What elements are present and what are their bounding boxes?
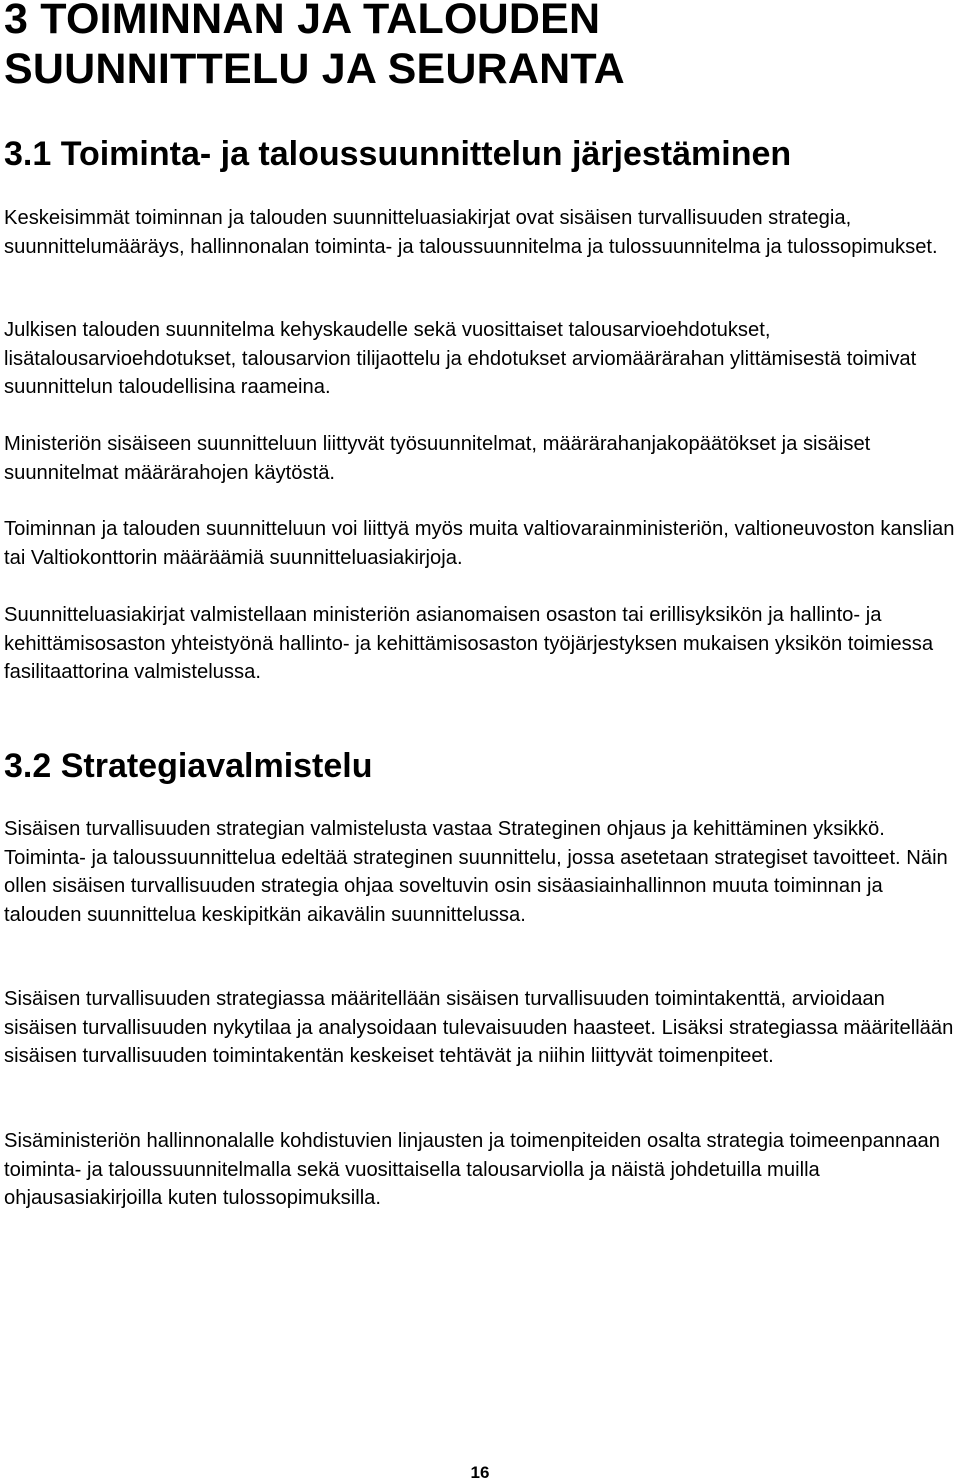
paragraph-1-2: Julkisen talouden suunnitelma kehyskaudelle sekä vuosittaiset talousarvioehdotukset, lisätalousarvioehdotukset, talousarvion tilijaottelu ja ehdotukset arviomäärärahan ylittämisestä toimivat suunnittelun taloudellisina raameina. [4,319,917,398]
paragraph-1-3: Ministeriön sisäiseen suunnitteluun liittyvät työsuunnitelmat, määrärahanjakopäätökset ja sisäiset suunnitelmat määrärahojen käytöstä. [4,433,871,484]
chapter-title: 3 TOIMINNAN JA TALOUDEN SUUNNITTELU JA SEURANTA [4,0,625,93]
section-heading-3-1: 3.1 Toiminta- ja taloussuunnittelun järjestäminen [4,135,792,173]
paragraph-2-3: Sisäministeriön hallinnonalalle kohdistuvien linjausten ja toimenpiteiden osalta strategia toimeenpannaan toiminta- ja taloussuunnitelmalla sekä vuosittaisella talousarviolla ja näistä johdetuilla muilla ohjausasiakirjoilla kuten tulossopimuksilla. [4,1130,940,1209]
paragraph-2-1: Sisäisen turvallisuuden strategian valmistelusta vastaa Strateginen ohjaus ja kehittäminen yksikkö. Toiminta- ja taloussuunnittelua edeltää strateginen suunnittelu, jossa asetetaan strategiset tavoitteet. Näin ollen sisäisen turvallisuuden strategia ohjaa soveltuvin osin sisäasiainhallinnon muuta toiminnan ja talouden suunnittelua keskipitkän aikavälin suunnittelussa. [4,818,948,926]
paragraph-1-5: Suunnitteluasiakirjat valmistellaan ministeriön asianomaisen osaston tai erillisyksikön ja hallinto- ja kehittämisosaston yhteistyönä hallinto- ja kehittämisosaston työjärjestyksen mukaisen yksikön toimiessa fasilitaattorina valmistelussa. [4,604,934,683]
paragraph-1-4: Toiminnan ja talouden suunnitteluun voi liittyä myös muita valtiovarainministeriön, valtioneuvoston kanslian tai Valtiokonttorin määräämiä suunnitteluasiakirjoja. [4,518,955,569]
paragraph-2-2: Sisäisen turvallisuuden strategiassa määritellään sisäisen turvallisuuden toimintakenttä, arvioidaan sisäisen turvallisuuden nykytilaa ja analysoidaan tulevaisuuden haasteet. Lisäksi strategiassa määritellään sisäisen turvallisuuden toimintakentän keskeiset tehtävät ja niihin liittyvät toimenpiteet. [4,988,954,1067]
section-heading-3-2: 3.2 Strategiavalmistelu [4,747,373,785]
paragraph-1-1: Keskeisimmät toiminnan ja talouden suunnitteluasiakirjat ovat sisäisen turvallisuuden strategia, suunnittelumääräys, hallinnonalan toiminta- ja taloussuunnitelma ja tulossuunnitelma ja tulossopimukset. [4,207,938,258]
page-number: 16 [470,1463,490,1482]
